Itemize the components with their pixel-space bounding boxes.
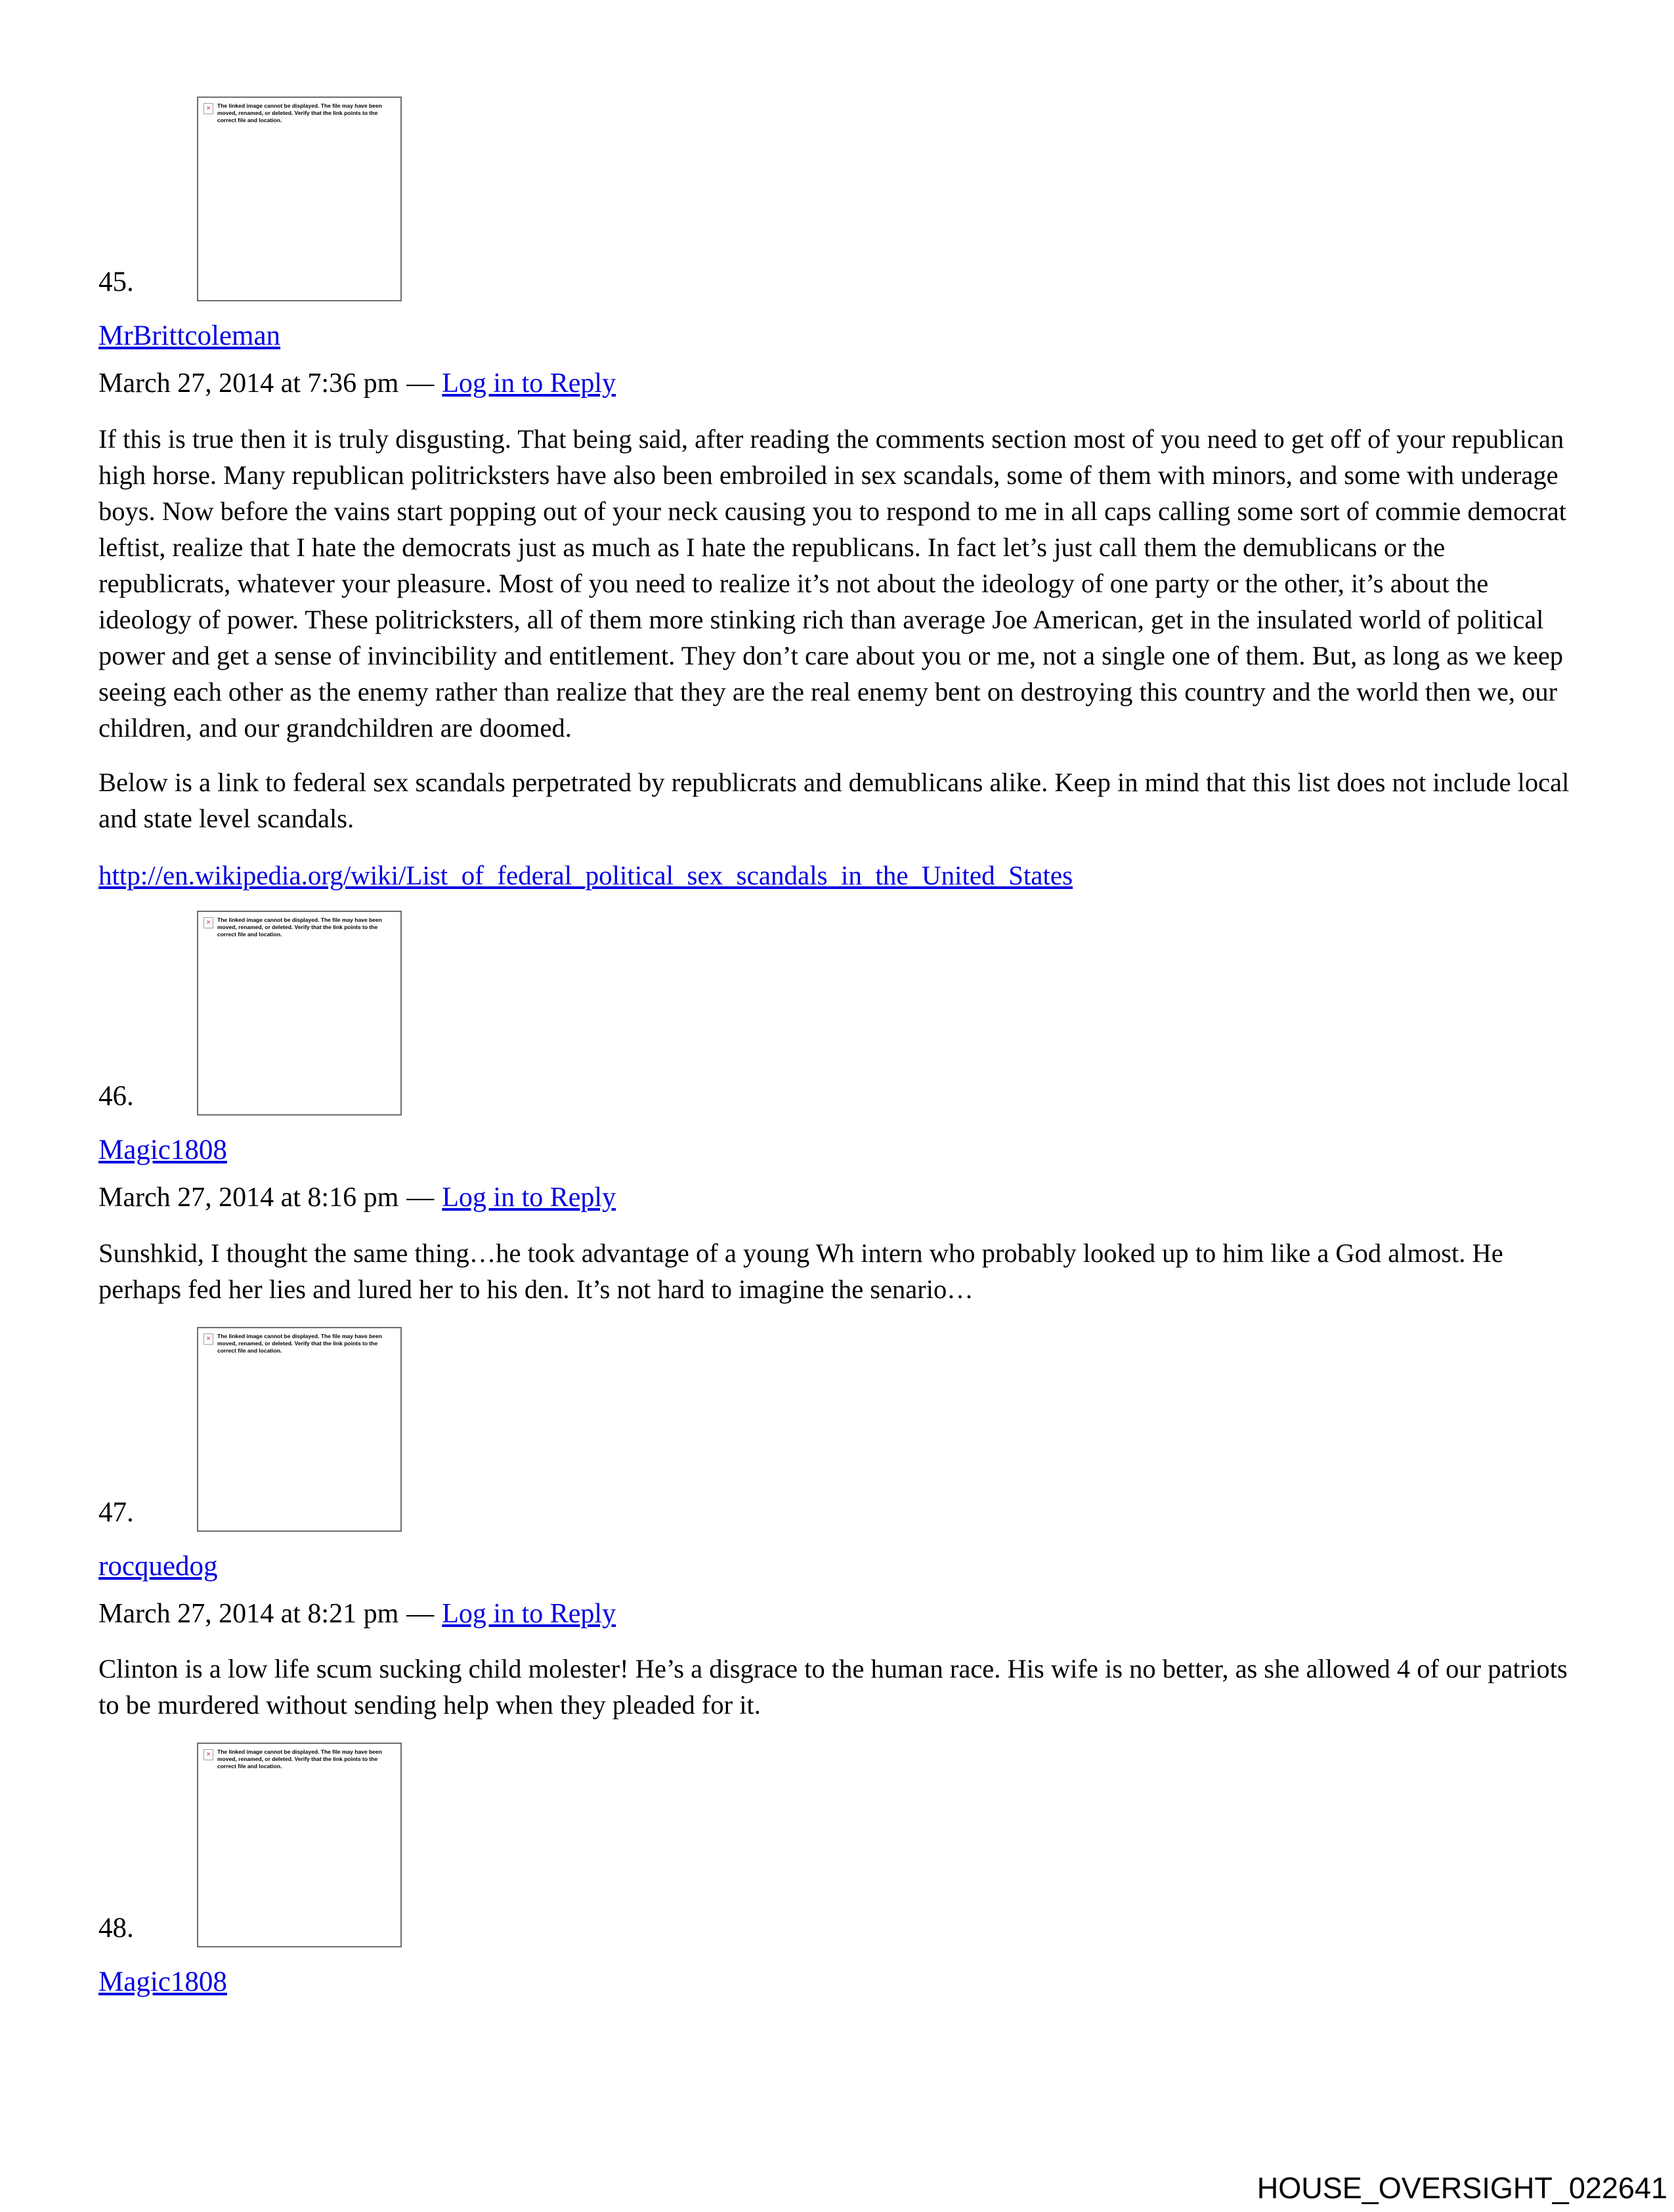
username-link[interactable]: rocquedog bbox=[98, 1550, 218, 1582]
comment-46-number-row bbox=[98, 911, 1577, 1116]
log-in-to-reply-link[interactable]: Log in to Reply bbox=[442, 368, 616, 399]
comment-number: 46. bbox=[98, 1080, 134, 1112]
dash-separator: — bbox=[406, 1182, 435, 1213]
comment-47-number-row bbox=[98, 1327, 1577, 1532]
comment-45-number-row bbox=[98, 97, 1577, 301]
broken-image-message: The linked image cannot be displayed. The file may have been moved, renamed, or deleted. Verify that the link points to the correct file and location. bbox=[217, 1748, 382, 1770]
comment-date: March 27, 2014 at 8:21 pm bbox=[98, 1599, 399, 1630]
comment-48-number-row bbox=[98, 1743, 1577, 1947]
broken-image-icon: × bbox=[204, 103, 213, 114]
broken-avatar-image bbox=[197, 1743, 402, 1947]
broken-avatar-image bbox=[197, 911, 402, 1116]
comment-number: 45. bbox=[98, 267, 134, 297]
broken-image-icon: × bbox=[204, 1334, 213, 1345]
broken-avatar-image bbox=[197, 97, 402, 301]
broken-avatar-image bbox=[197, 1327, 402, 1532]
comment-date: March 27, 2014 at 7:36 pm bbox=[98, 368, 399, 399]
comment-number: 47. bbox=[98, 1496, 134, 1528]
broken-image-icon: × bbox=[204, 1749, 213, 1760]
broken-image-message: The linked image cannot be displayed. The file may have been moved, renamed, or deleted. Verify that the link points to the correct file and location. bbox=[217, 1332, 382, 1354]
username-link[interactable]: Magic1808 bbox=[98, 1966, 227, 1998]
comment-dateline bbox=[98, 1598, 1577, 1630]
wikipedia-link[interactable]: http://en.wikipedia.org/wiki/List_of_federal_political_sex_scandals_in_the_United_States bbox=[98, 859, 1073, 890]
broken-image-message: The linked image cannot be displayed. The file may have been moved, renamed, or deleted. Verify that the link points to the correct file and location. bbox=[217, 916, 382, 938]
dash-separator: — bbox=[406, 1599, 435, 1630]
comment-dateline bbox=[98, 368, 1577, 399]
comment-date: March 27, 2014 at 8:16 pm bbox=[98, 1182, 399, 1213]
log-in-to-reply-link[interactable]: Log in to Reply bbox=[442, 1182, 616, 1213]
comment-48 bbox=[98, 1743, 1577, 1998]
comment-47 bbox=[98, 1327, 1577, 1724]
bates-number: HOUSE_OVERSIGHT_022641 bbox=[1256, 2171, 1667, 2205]
log-in-to-reply-link[interactable]: Log in to Reply bbox=[442, 1599, 616, 1630]
comment-number: 48. bbox=[98, 1913, 134, 1944]
username-link[interactable]: Magic1808 bbox=[98, 1134, 227, 1165]
comment-text: Clinton is a low life scum sucking child molester! He’s a disgrace to the human race. His wife is no better, as she allowed 4 of our patriots to be murdered without sending help when they pleaded for it. bbox=[98, 1654, 1568, 1720]
broken-image-message: The linked image cannot be displayed. The file may have been moved, renamed, or deleted. Verify that the link points to the correct file and location. bbox=[217, 102, 382, 123]
comment-text: Below is a link to federal sex scandals perpetrated by republicrats and demublicans alike. Keep in mind that this list does not include local and state level scandals. bbox=[98, 767, 1570, 833]
username-link[interactable]: MrBrittcoleman bbox=[98, 320, 281, 351]
comment-dateline bbox=[98, 1182, 1577, 1213]
comment-45 bbox=[98, 97, 1577, 891]
dash-separator: — bbox=[406, 368, 435, 399]
comment-text: If this is true then it is truly disgusting. That being said, after reading the comments section most of you need to get off of your republican high horse. Many republican politricksters have also been embroiled in sex scandals, some of them with minors, and some with underage boys. Now before the vains start popping out of your neck causing you to respond to me in all caps calling some sort of commie democrat leftist, realize that I hate the democrats just as much as I hate the republicans. In fact let’s just call them the demublicans or the republicrats, whatever your pleasure. Most of you need to realize it’s not about the ideology of one party or the other, it’s about the ideology of power. These politricksters, all of them more stinking rich than average Joe American, get in the insulated world of political power and get a sense of invincibility and entitlement. They don’t care about you or me, not a single one of them. But, as long as we keep seeing each other as the enemy rather than realize that they are the real enemy bent on destroying this country and the world then we, our children, and our grandchildren are doomed. bbox=[98, 423, 1566, 743]
comment-text: Sunshkid, I thought the same thing…he took advantage of a young Wh intern who probably looked up to him like a God almost. He perhaps fed her lies and lured her to his den. It’s not hard to imagine the senario… bbox=[98, 1238, 1503, 1304]
broken-image-icon: × bbox=[204, 917, 213, 928]
comment-46 bbox=[98, 911, 1577, 1307]
